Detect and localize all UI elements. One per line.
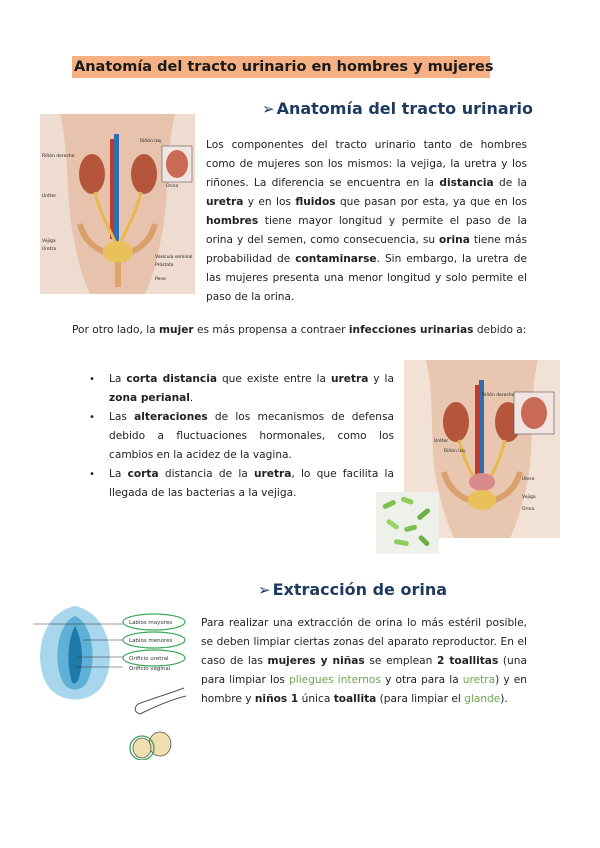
bold-term: mujeres y niñas xyxy=(267,655,365,667)
text-run: ). xyxy=(500,693,508,705)
text-run: que pasan por esta, ya que en los xyxy=(335,196,527,208)
label-ureter-f: Uréter xyxy=(434,439,449,444)
text-run: La xyxy=(109,373,127,385)
bold-term: uretra xyxy=(254,468,292,480)
bold-term: contaminarse xyxy=(295,253,377,265)
text-run: de los mecanismos de defensa debido a fluctuaciones hormonales, como los cambios en la acidez de la vagina. xyxy=(109,411,394,461)
text-run: y en los xyxy=(243,196,296,208)
bold-term: toallita xyxy=(333,693,377,705)
arrow-bullet-icon: ➢ xyxy=(258,581,271,599)
label-rinon-izq-f: Riñón izq. xyxy=(444,449,467,454)
bacteria-illustration xyxy=(376,492,439,554)
bold-term: uretra xyxy=(330,373,369,385)
label-utero: Útero xyxy=(522,477,535,482)
label-prostata: Próstata xyxy=(155,263,174,268)
text-run: . Sin embargo, la uretra de las mujeres presenta una menor longitud y solo permite el paso de la orina. xyxy=(206,253,527,303)
bullet-dot-icon: • xyxy=(89,412,95,423)
text-run: única xyxy=(298,693,334,705)
highlight-term: pliegues internos xyxy=(289,674,381,686)
bold-term: mujer xyxy=(159,324,194,336)
label-vejiga-f: Vejiga xyxy=(522,495,536,500)
label-orina-f: Orina xyxy=(522,507,535,512)
text-run: La xyxy=(109,468,128,480)
bacteria-image xyxy=(376,492,439,554)
label-labios-menores: Labios menores xyxy=(129,638,173,644)
label-pene: Pene xyxy=(155,277,166,282)
male-anatomy-illustration xyxy=(40,114,195,294)
bullet-dot-icon: • xyxy=(89,469,95,480)
bold-term: corta distancia xyxy=(126,373,217,385)
bold-term: niños 1 xyxy=(254,693,299,705)
text-run: es más propensa a contraer xyxy=(193,324,349,336)
text-run: Las xyxy=(109,411,135,423)
bold-term: infecciones urinarias xyxy=(348,324,474,336)
text-run: . xyxy=(189,392,194,404)
bullet-dot-icon: • xyxy=(89,374,95,385)
extraction-paragraph xyxy=(201,614,527,709)
text-run: debido a: xyxy=(473,324,527,336)
bold-term: zona perianal xyxy=(109,392,190,404)
text-run: (para limpiar el xyxy=(376,693,465,705)
label-rinon-derecho: Riñón derecho xyxy=(42,154,75,159)
anatomy-paragraph xyxy=(206,136,527,307)
risk-factors-list xyxy=(89,370,394,503)
arrow-bullet-icon: ➢ xyxy=(262,100,275,118)
text-run: y otra para la xyxy=(381,674,463,686)
list-item xyxy=(89,370,394,408)
text-run: ) y en hombre y xyxy=(201,674,528,705)
bold-term: uretra xyxy=(206,196,244,208)
bold-term: distancia xyxy=(439,177,494,189)
text-run: Para realizar una extracción de orina lo más estéril posible, se deben limpiar ciertas zonas del aparato reproductor. En el caso de las xyxy=(201,617,527,667)
label-vesicula: Vesícula seminal xyxy=(155,255,193,260)
text-run: (una para limpiar los xyxy=(201,655,527,686)
page-title: Anatomía del tracto urinario en hombres y mujeres xyxy=(72,56,490,78)
bold-term: fluidos xyxy=(295,196,336,208)
text-run: tiene más probabilidad de xyxy=(206,234,527,265)
label-orificio-uretral: Orificio uretral xyxy=(129,656,169,662)
text-run: tiene mayor longitud y permite el paso de la orina y del semen, como consecuencia, su xyxy=(206,215,527,246)
text-run: Por otro lado, la xyxy=(72,324,159,336)
label-orificio-vaginal: Orificio vaginal xyxy=(129,666,171,672)
bold-term: 2 toallitas xyxy=(436,655,499,667)
section-heading-extraccion: ➢ Extracción de orina xyxy=(258,580,447,599)
text-run: , lo que facilita la llegada de las bacterias a la vejiga. xyxy=(109,468,394,499)
bold-term: hombres xyxy=(206,215,259,227)
male-genital-illustration xyxy=(128,684,190,760)
label-orina: Orina xyxy=(166,184,179,189)
label-labios-mayores: Labios mayores xyxy=(129,620,173,626)
text-run: y la xyxy=(368,373,394,385)
text-run: se emplean xyxy=(364,655,437,667)
label-ureter: Uréter xyxy=(42,194,57,199)
label-vejiga: Vejiga xyxy=(42,239,56,244)
text-run: de la xyxy=(493,177,527,189)
label-uretra: Uretra xyxy=(42,247,57,252)
bold-term: corta xyxy=(127,468,159,480)
intro-infections xyxy=(72,321,527,340)
list-item xyxy=(89,408,394,465)
label-rinon-izq: Riñón izq. xyxy=(140,139,163,144)
label-rinon-derecho-f: Riñón derecho xyxy=(482,393,515,398)
bold-term: alteraciones xyxy=(134,411,208,423)
section-heading-anatomia: ➢ Anatomía del tracto urinario xyxy=(262,99,534,118)
list-item xyxy=(89,465,394,503)
male-urinary-anatomy-image xyxy=(40,114,195,294)
highlight-term: glande xyxy=(464,693,501,705)
highlight-term: uretra xyxy=(462,674,496,686)
bold-term: orina xyxy=(439,234,470,246)
text-run: distancia de la xyxy=(158,468,254,480)
male-genital-diagram xyxy=(128,684,190,760)
text-run: que existe entre la xyxy=(216,373,331,385)
text-run: Los componentes del tracto urinario tanto de hombres como de mujeres son los mismos: la vejiga, la uretra y los riñones. La diferencia se encuentra en la xyxy=(206,139,527,189)
